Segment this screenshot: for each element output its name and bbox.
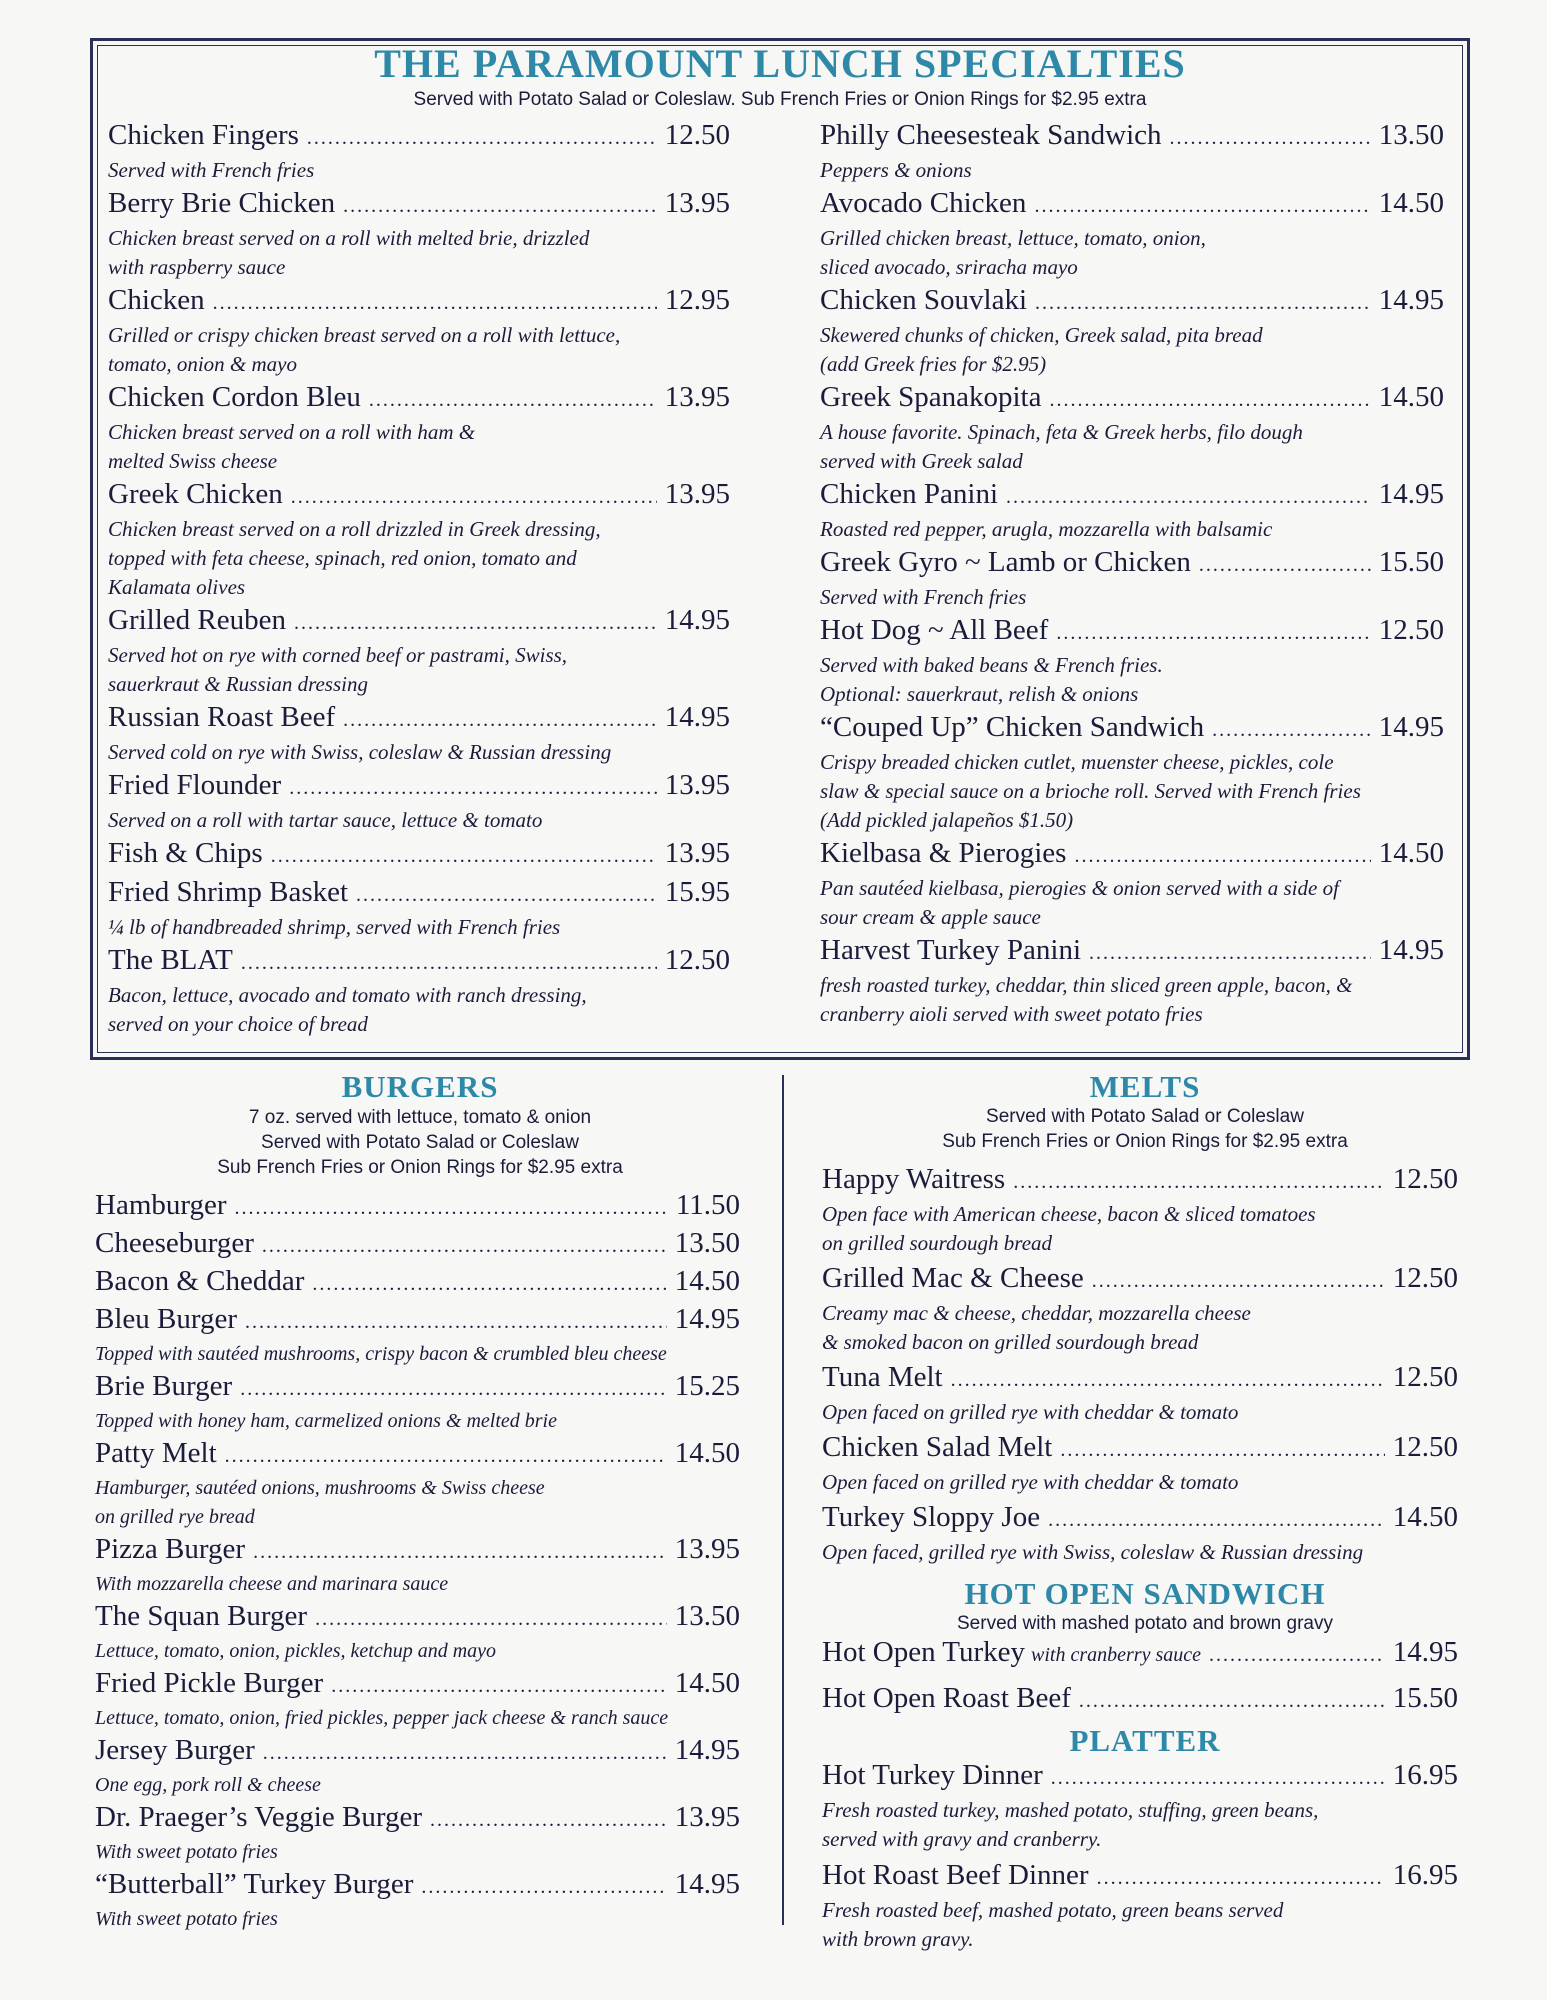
menu-item-description: Served with baked beans & French fries. bbox=[820, 653, 1163, 677]
menu-item-row bbox=[822, 1430, 1458, 1468]
menu-item-name: Jersey Burger bbox=[95, 1734, 255, 1766]
menu-item-name: Hot Dog ~ All Beef bbox=[820, 614, 1049, 646]
menu-item-description: Served hot on rye with corned beef or pastrami, Swiss, bbox=[108, 643, 568, 667]
menu-item-name: Turkey Sloppy Joe bbox=[822, 1501, 1041, 1533]
menu-item-row bbox=[822, 1261, 1458, 1299]
menu-item-price: 14.50 bbox=[674, 1265, 740, 1297]
menu-item-price: 14.50 bbox=[1378, 381, 1444, 413]
menu-item-price: 14.95 bbox=[664, 604, 730, 636]
menu-item-description: Open faced, grilled rye with Swiss, coleslaw & Russian dressing bbox=[822, 1540, 1364, 1564]
menu-item-price: 14.50 bbox=[674, 1667, 740, 1699]
menu-item-name: Avocado Chicken bbox=[820, 187, 1027, 219]
menu-item-description: Crispy breaded chicken cutlet, muenster cheese, pickles, cole bbox=[820, 750, 1334, 774]
melts-subtitle bbox=[800, 1104, 1490, 1154]
menu-item-description: A house favorite. Spinach, feta & Greek herbs, filo dough bbox=[820, 420, 1303, 444]
menu-item-description: Chicken breast served on a roll drizzled in Greek dressing, bbox=[108, 517, 601, 541]
leader-dots bbox=[356, 878, 657, 913]
menu-item-name: Grilled Mac & Cheese bbox=[822, 1262, 1084, 1294]
menu-item-description: Served cold on rye with Swiss, coleslaw & Russian dressing bbox=[108, 740, 612, 764]
menu-item-price: 15.95 bbox=[664, 876, 730, 908]
menu-item-description: Open faced on grilled rye with cheddar & tomato bbox=[822, 1400, 1239, 1424]
menu-item-row bbox=[95, 1188, 740, 1226]
menu-item-description: Roasted red pepper, arugla, mozzarella with balsamic bbox=[820, 517, 1273, 541]
menu-item-name: “Butterball” Turkey Burger bbox=[95, 1868, 414, 1900]
menu-item-name: Brie Burger bbox=[95, 1370, 233, 1402]
menu-item-price: 14.95 bbox=[1378, 284, 1444, 316]
menu-item bbox=[108, 477, 730, 602]
menu-item-name: Harvest Turkey Panini bbox=[820, 934, 1081, 966]
menu-item-description: with brown gravy. bbox=[822, 1927, 974, 1951]
menu-item bbox=[820, 380, 1444, 476]
menu-item-row bbox=[822, 1500, 1458, 1538]
menu-item-name: The BLAT bbox=[108, 944, 233, 976]
menu-item bbox=[95, 1226, 740, 1264]
menu-item-price: 13.95 bbox=[664, 381, 730, 413]
menu-item-description: ¼ lb of handbreaded shrimp, served with French fries bbox=[108, 915, 561, 939]
lunch-specialties-subtitle: Served with Potato Salad or Coleslaw. Sub French Fries or Onion Rings for $2.95 extra bbox=[413, 89, 1147, 110]
leader-dots bbox=[307, 121, 657, 156]
menu-item-description: With sweet potato fries bbox=[95, 1841, 278, 1863]
menu-item-price: 13.50 bbox=[674, 1600, 740, 1632]
menu-item-price: 14.95 bbox=[674, 1868, 740, 1900]
menu-item-description: & smoked bacon on grilled sourdough bread bbox=[822, 1330, 1199, 1354]
menu-item-row bbox=[820, 186, 1444, 224]
menu-item-description: Peppers & onions bbox=[820, 158, 972, 182]
menu-item-description: Hamburger, sautéed onions, mushrooms & Swiss cheese bbox=[95, 1477, 545, 1499]
menu-item-description: on grilled rye bread bbox=[95, 1506, 255, 1528]
menu-item-description: Topped with sautéed mushrooms, crispy bacon & crumbled bleu cheese bbox=[95, 1343, 667, 1365]
menu-item bbox=[108, 836, 730, 874]
menu-item-name: Bleu Burger bbox=[95, 1303, 238, 1335]
menu-item-row bbox=[822, 1360, 1458, 1398]
menu-item-name: Berry Brie Chicken bbox=[108, 187, 336, 219]
hot-open-sandwich-title: HOT OPEN SANDWICH bbox=[964, 1576, 1326, 1611]
menu-item bbox=[820, 118, 1444, 185]
menu-item bbox=[95, 1666, 740, 1733]
lunch-specialties-title: THE PARAMOUNT LUNCH SPECIALTIES bbox=[374, 41, 1186, 86]
menu-item-description: Fresh roasted beef, mashed potato, green beans served bbox=[822, 1898, 1284, 1922]
menu-item-row bbox=[95, 1733, 740, 1771]
menu-item-description: One egg, pork roll & cheese bbox=[95, 1774, 321, 1796]
menu-item-price: 13.95 bbox=[664, 769, 730, 801]
menu-item-name: Tuna Melt bbox=[822, 1361, 943, 1393]
menu-item bbox=[108, 283, 730, 379]
leader-dots bbox=[1089, 936, 1371, 971]
menu-item-name: Russian Roast Beef bbox=[108, 701, 336, 733]
menu-item-price: 14.95 bbox=[1378, 711, 1444, 743]
leader-dots bbox=[1048, 1503, 1385, 1538]
menu-item-price: 13.95 bbox=[664, 837, 730, 869]
menu-item-description: Grilled chicken breast, lettuce, tomato, onion, bbox=[820, 226, 1206, 250]
menu-item-name: Fried Shrimp Basket bbox=[108, 876, 349, 908]
menu-item-row bbox=[108, 836, 730, 874]
menu-item-row bbox=[95, 1599, 740, 1637]
menu-item-description: Fresh roasted turkey, mashed potato, stuffing, green beans, bbox=[822, 1798, 1319, 1822]
menu-item-description: (Add pickled jalapeños $1.50) bbox=[820, 808, 1074, 832]
section-subtitle-line: Sub French Fries or Onion Rings for $2.95 extra bbox=[217, 1157, 623, 1178]
menu-item-name: Greek Chicken bbox=[108, 478, 283, 510]
menu-item bbox=[820, 283, 1444, 379]
menu-item-price: 11.50 bbox=[675, 1189, 740, 1221]
menu-item-row bbox=[820, 933, 1444, 971]
menu-item-price: 15.50 bbox=[1378, 546, 1444, 578]
menu-item-name: Happy Waitress bbox=[822, 1163, 1006, 1195]
menu-item-row bbox=[822, 1162, 1458, 1200]
menu-item bbox=[822, 1162, 1458, 1258]
menu-item-name: Chicken Salad Melt bbox=[822, 1431, 1053, 1463]
menu-item-price: 14.95 bbox=[1378, 478, 1444, 510]
leader-dots bbox=[1074, 839, 1370, 874]
menu-item-description: slaw & special sauce on a brioche roll. Served with French fries bbox=[820, 779, 1361, 803]
menu-item-description: (add Greek fries for $2.95) bbox=[820, 352, 1047, 376]
menu-item-price: 14.50 bbox=[1378, 187, 1444, 219]
menu-item-description: served with Greek salad bbox=[820, 449, 1023, 473]
leader-dots bbox=[315, 1602, 667, 1637]
leader-dots bbox=[271, 839, 657, 874]
leader-dots bbox=[1049, 383, 1370, 418]
hot-open-sandwich-list bbox=[822, 1635, 1458, 1727]
menu-item-description: served with gravy and cranberry. bbox=[822, 1827, 1102, 1851]
menu-item bbox=[822, 1430, 1458, 1497]
menu-item-name: Chicken Cordon Bleu bbox=[108, 381, 361, 413]
menu-item-name: Grilled Reuben bbox=[108, 604, 286, 636]
menu-item bbox=[95, 1302, 740, 1369]
menu-item-price: 13.95 bbox=[674, 1533, 740, 1565]
menu-item-description: served on your choice of bread bbox=[108, 1012, 368, 1036]
menu-item-row bbox=[822, 1635, 1458, 1673]
menu-item bbox=[822, 1261, 1458, 1357]
menu-item-row bbox=[108, 186, 730, 224]
menu-item bbox=[95, 1532, 740, 1599]
menu-item bbox=[95, 1733, 740, 1800]
platter-list bbox=[822, 1758, 1458, 1958]
menu-item-price: 12.50 bbox=[1392, 1431, 1458, 1463]
menu-item-description: on grilled sourdough bread bbox=[822, 1231, 1053, 1255]
menu-item-description: fresh roasted turkey, cheddar, thin sliced green apple, bacon, & bbox=[820, 973, 1353, 997]
menu-item bbox=[108, 186, 730, 282]
menu-item-row bbox=[95, 1369, 740, 1407]
menu-item-description: with raspberry sauce bbox=[108, 255, 286, 279]
leader-dots bbox=[1209, 1638, 1385, 1673]
menu-item bbox=[95, 1188, 740, 1226]
leader-dots bbox=[1092, 1264, 1385, 1299]
menu-item-description: melted Swiss cheese bbox=[108, 449, 278, 473]
menu-item-row bbox=[108, 477, 730, 515]
leader-dots bbox=[343, 189, 657, 224]
menu-item-description: Served with French fries bbox=[108, 158, 315, 182]
menu-item-description: sliced avocado, sriracha mayo bbox=[820, 255, 1078, 279]
menu-item-name: “Couped Up” Chicken Sandwich bbox=[820, 711, 1205, 743]
menu-item-price: 12.95 bbox=[664, 284, 730, 316]
menu-item-row bbox=[95, 1436, 740, 1474]
menu-item-description: tomato, onion & mayo bbox=[108, 352, 297, 376]
lunch-left-column bbox=[108, 118, 730, 1040]
menu-item-description: sour cream & apple sauce bbox=[820, 905, 1041, 929]
menu-item-row bbox=[820, 710, 1444, 748]
menu-item-row bbox=[95, 1867, 740, 1905]
menu-item-name: Fried Flounder bbox=[108, 769, 282, 801]
menu-item-row bbox=[95, 1532, 740, 1570]
menu-item bbox=[108, 943, 730, 1039]
leader-dots bbox=[225, 1439, 667, 1474]
leader-dots bbox=[1079, 1684, 1385, 1719]
menu-item-price: 12.50 bbox=[1392, 1163, 1458, 1195]
menu-item-description: With mozzarella cheese and marinara sauce bbox=[95, 1573, 449, 1595]
menu-item-row bbox=[822, 1758, 1458, 1796]
burgers-subtitle bbox=[95, 1105, 745, 1180]
menu-item bbox=[95, 1599, 740, 1666]
menu-item-name: Hot Roast Beef Dinner bbox=[822, 1859, 1089, 1891]
menu-item-price: 12.50 bbox=[1392, 1361, 1458, 1393]
menu-item-row bbox=[820, 613, 1444, 651]
menu-item-row bbox=[108, 283, 730, 321]
leader-dots bbox=[262, 1229, 667, 1264]
menu-item-price: 14.50 bbox=[1392, 1501, 1458, 1533]
menu-item-name: Bacon & Cheddar bbox=[95, 1265, 305, 1297]
leader-dots bbox=[241, 946, 657, 981]
menu-item-description: Topped with honey ham, carmelized onions & melted brie bbox=[95, 1410, 557, 1432]
menu-item-name: Pizza Burger bbox=[95, 1533, 246, 1565]
menu-item bbox=[822, 1360, 1458, 1427]
menu-item-description: Lettuce, tomato, onion, fried pickles, pepper jack cheese & ranch sauce bbox=[95, 1707, 669, 1729]
menu-item-price: 15.50 bbox=[1392, 1682, 1458, 1714]
menu-item-price: 12.50 bbox=[1378, 614, 1444, 646]
menu-item-name: Chicken Souvlaki bbox=[820, 284, 1028, 316]
menu-item bbox=[822, 1758, 1458, 1854]
menu-item-price: 14.95 bbox=[664, 701, 730, 733]
hot-open-sandwich-subtitle: Served with mashed potato and brown gravy bbox=[957, 1613, 1333, 1634]
leader-dots bbox=[294, 606, 657, 641]
menu-item-price: 14.95 bbox=[674, 1734, 740, 1766]
menu-item-price: 13.95 bbox=[664, 187, 730, 219]
melts-title: MELTS bbox=[1089, 1069, 1201, 1104]
menu-item-price: 14.50 bbox=[674, 1437, 740, 1469]
menu-item-row bbox=[822, 1858, 1458, 1896]
section-subtitle-line: Sub French Fries or Onion Rings for $2.95 extra bbox=[942, 1131, 1348, 1152]
menu-item-price: 12.50 bbox=[1392, 1262, 1458, 1294]
menu-item-row bbox=[108, 603, 730, 641]
menu-item-description: topped with feta cheese, spinach, red onion, tomato and bbox=[108, 546, 577, 570]
menu-item bbox=[108, 700, 730, 767]
leader-dots bbox=[1060, 1433, 1384, 1468]
menu-item-row bbox=[95, 1800, 740, 1838]
burgers-title: BURGERS bbox=[341, 1069, 499, 1104]
menu-item bbox=[108, 380, 730, 476]
menu-item-price: 16.95 bbox=[1392, 1859, 1458, 1891]
menu-item-row bbox=[95, 1666, 740, 1704]
menu-item-row bbox=[820, 283, 1444, 321]
menu-item-row bbox=[95, 1264, 740, 1302]
menu-item bbox=[820, 710, 1444, 835]
leader-dots bbox=[1051, 1761, 1385, 1796]
menu-item bbox=[822, 1500, 1458, 1567]
section-subtitle-line: 7 oz. served with lettuce, tomato & onion bbox=[248, 1107, 592, 1128]
menu-item bbox=[95, 1264, 740, 1302]
menu-item-row bbox=[108, 700, 730, 738]
leader-dots bbox=[213, 286, 657, 321]
menu-item-row bbox=[108, 768, 730, 806]
menu-item-description: Creamy mac & cheese, cheddar, mozzarella cheese bbox=[822, 1301, 1251, 1325]
menu-item-description: cranberry aioli served with sweet potato fries bbox=[820, 1002, 1203, 1026]
platter-title: PLATTER bbox=[1069, 1723, 1221, 1758]
menu-item bbox=[822, 1858, 1458, 1954]
menu-item-row bbox=[820, 545, 1444, 583]
menu-item bbox=[822, 1681, 1458, 1719]
section-subtitle-line: Served with Potato Salad or Coleslaw bbox=[986, 1106, 1304, 1127]
menu-item-name: Dr. Praeger’s Veggie Burger bbox=[95, 1801, 422, 1833]
menu-item-name: Chicken Fingers bbox=[108, 119, 299, 151]
menu-item-description: Pan sautéed kielbasa, pierogies & onion served with a side of bbox=[820, 876, 1339, 900]
leader-dots bbox=[1199, 548, 1371, 583]
menu-item-name: Cheeseburger bbox=[95, 1227, 254, 1259]
menu-item-row bbox=[108, 118, 730, 156]
menu-item-price: 13.50 bbox=[674, 1227, 740, 1259]
menu-item-description: Open faced on grilled rye with cheddar & tomato bbox=[822, 1470, 1239, 1494]
leader-dots bbox=[1212, 713, 1371, 748]
menu-item-price: 16.95 bbox=[1392, 1759, 1458, 1791]
menu-item-description: Chicken breast served on a roll with melted brie, drizzled bbox=[108, 226, 590, 250]
menu-item-description: Bacon, lettuce, avocado and tomato with ranch dressing, bbox=[108, 983, 587, 1007]
menu-item-description: Optional: sauerkraut, relish & onions bbox=[820, 682, 1139, 706]
menu-item bbox=[95, 1436, 740, 1532]
menu-item-description: Grilled or crispy chicken breast served on a roll with lettuce, bbox=[108, 323, 621, 347]
menu-item-price: 15.25 bbox=[674, 1370, 740, 1402]
menu-item-name: Philly Cheesesteak Sandwich bbox=[820, 119, 1162, 151]
leader-dots bbox=[1013, 1165, 1385, 1200]
leader-dots bbox=[240, 1372, 667, 1407]
menu-item-name: Hot Turkey Dinner bbox=[822, 1759, 1043, 1791]
menu-item-name: Kielbasa & Pierogies bbox=[820, 837, 1067, 869]
menu-item-row bbox=[95, 1302, 740, 1340]
menu-item bbox=[820, 613, 1444, 709]
menu-item-name: Greek Gyro ~ Lamb or Chicken bbox=[820, 546, 1191, 578]
menu-item-description: With sweet potato fries bbox=[95, 1908, 278, 1930]
menu-item bbox=[95, 1867, 740, 1934]
column-divider bbox=[782, 1075, 784, 1925]
menu-item-price: 13.95 bbox=[674, 1801, 740, 1833]
menu-item-row bbox=[820, 118, 1444, 156]
leader-dots bbox=[263, 1736, 667, 1771]
leader-dots bbox=[343, 703, 657, 738]
leader-dots bbox=[1170, 121, 1371, 156]
menu-item-description: Open face with American cheese, bacon & sliced tomatoes bbox=[822, 1202, 1316, 1226]
menu-item bbox=[95, 1369, 740, 1436]
menu-item-row bbox=[108, 943, 730, 981]
menu-item-name: The Squan Burger bbox=[95, 1600, 308, 1632]
menu-item-name: Fried Pickle Burger bbox=[95, 1667, 324, 1699]
menu-item bbox=[820, 477, 1444, 544]
menu-item-row bbox=[108, 380, 730, 418]
leader-dots bbox=[1006, 480, 1371, 515]
menu-item bbox=[820, 836, 1444, 932]
menu-item-price: 13.50 bbox=[1378, 119, 1444, 151]
menu-item bbox=[820, 545, 1444, 612]
menu-item-description: Chicken breast served on a roll with ham & bbox=[108, 420, 476, 444]
menu-item-description: Served on a roll with tartar sauce, lettuce & tomato bbox=[108, 808, 543, 832]
leader-dots bbox=[291, 480, 657, 515]
menu-item-description: Served with French fries bbox=[820, 585, 1027, 609]
menu-item-row bbox=[820, 477, 1444, 515]
menu-item-name: Patty Melt bbox=[95, 1437, 217, 1469]
menu-item-name: Chicken Panini bbox=[820, 478, 999, 510]
menu-item-name: Chicken bbox=[108, 284, 205, 316]
menu-item-description: Skewered chunks of chicken, Greek salad, pita bread bbox=[820, 323, 1263, 347]
leader-dots bbox=[369, 383, 657, 418]
section-subtitle-line: Served with Potato Salad or Coleslaw bbox=[261, 1132, 579, 1153]
leader-dots bbox=[289, 771, 657, 806]
menu-item bbox=[95, 1800, 740, 1867]
menu-item-price: 13.95 bbox=[664, 478, 730, 510]
menu-item-description: Lettuce, tomato, onion, pickles, ketchup and mayo bbox=[95, 1640, 497, 1662]
menu-item bbox=[108, 768, 730, 835]
leader-dots bbox=[331, 1669, 667, 1704]
menu-item-name: Fish & Chips bbox=[108, 837, 263, 869]
leader-dots bbox=[253, 1535, 667, 1570]
leader-dots bbox=[1034, 189, 1370, 224]
leader-dots bbox=[1097, 1861, 1385, 1896]
menu-item-row bbox=[820, 836, 1444, 874]
menu-item-price: 14.50 bbox=[1378, 837, 1444, 869]
menu-item-name: Hot Open Turkey bbox=[822, 1636, 1026, 1668]
lunch-right-column bbox=[820, 118, 1444, 1030]
menu-item-note: with cranberry sauce bbox=[1031, 1644, 1201, 1666]
menu-item bbox=[822, 1635, 1458, 1673]
melts-list bbox=[822, 1162, 1458, 1570]
menu-item bbox=[820, 933, 1444, 1029]
leader-dots bbox=[421, 1870, 666, 1905]
menu-item-name: Greek Spanakopita bbox=[820, 381, 1042, 413]
menu-item-price: 12.50 bbox=[664, 119, 730, 151]
menu-item-price: 14.95 bbox=[1392, 1636, 1458, 1668]
leader-dots bbox=[245, 1305, 667, 1340]
menu-item bbox=[820, 186, 1444, 282]
menu-item bbox=[108, 118, 730, 185]
burgers-list bbox=[95, 1188, 740, 1934]
leader-dots bbox=[1056, 616, 1370, 651]
menu-item-name: Hamburger bbox=[95, 1189, 227, 1221]
menu-item-row bbox=[95, 1226, 740, 1264]
menu-item-row bbox=[108, 875, 730, 913]
leader-dots bbox=[235, 1191, 668, 1226]
leader-dots bbox=[951, 1363, 1385, 1398]
menu-item-row bbox=[820, 380, 1444, 418]
menu-item-price: 14.95 bbox=[674, 1303, 740, 1335]
leader-dots bbox=[430, 1803, 667, 1838]
menu-item bbox=[108, 875, 730, 942]
menu-item-name: Hot Open Roast Beef bbox=[822, 1682, 1071, 1714]
menu-item-price: 12.50 bbox=[664, 944, 730, 976]
menu-item bbox=[108, 603, 730, 699]
menu-item-description: Kalamata olives bbox=[108, 575, 246, 599]
leader-dots bbox=[1035, 286, 1371, 321]
leader-dots bbox=[312, 1267, 666, 1302]
menu-item-row bbox=[822, 1681, 1458, 1719]
menu-item-description: sauerkraut & Russian dressing bbox=[108, 672, 368, 696]
menu-item-price: 14.95 bbox=[1378, 934, 1444, 966]
